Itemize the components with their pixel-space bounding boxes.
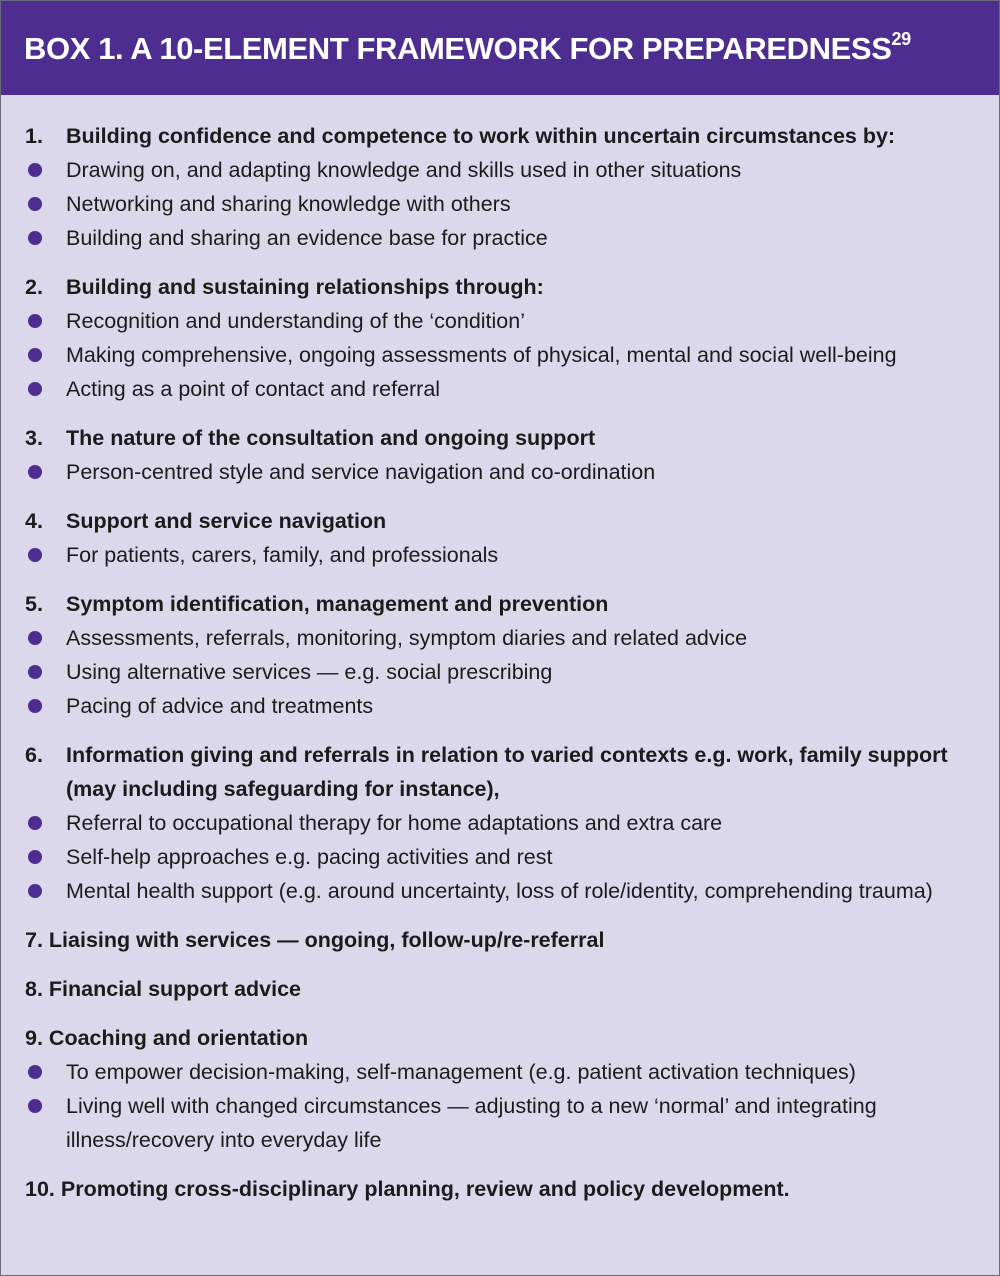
element-heading — [25, 504, 975, 538]
framework-list — [1, 95, 999, 1206]
element-heading-text — [25, 972, 301, 1006]
bullet-dot-icon — [28, 163, 42, 177]
list-item-text: Networking and sharing knowledge with others — [66, 192, 511, 216]
element-number: 6. — [25, 743, 43, 767]
element-title: Promoting cross-disciplinary planning, review and policy development. — [60, 1177, 790, 1201]
list-item — [25, 874, 975, 908]
list-item — [25, 806, 975, 840]
element-heading — [25, 270, 975, 304]
element-heading — [25, 587, 975, 621]
element-heading — [25, 119, 975, 153]
bullet-dot-icon — [28, 314, 42, 328]
list-item — [25, 1089, 975, 1157]
bullet-column — [25, 372, 66, 406]
bullet-column — [25, 874, 66, 908]
bullet-column — [25, 153, 66, 187]
list-item — [25, 621, 975, 655]
bullet-dot-icon — [28, 1065, 42, 1079]
bullet-dot-icon — [28, 850, 42, 864]
bullet-dot-icon — [28, 631, 42, 645]
bullet-column — [25, 689, 66, 723]
framework-element-3 — [25, 421, 975, 489]
list-item-text: Mental health support (e.g. around uncertainty, loss of role/identity, comprehending trauma) — [66, 879, 933, 903]
bullet-dot-icon — [28, 699, 42, 713]
framework-element-7 — [25, 923, 975, 957]
list-item — [25, 153, 975, 187]
list-item — [25, 372, 975, 406]
bullet-column — [25, 538, 66, 572]
element-number: 9. — [25, 1026, 43, 1050]
list-item-text: Recognition and understanding of the ‘condition’ — [66, 309, 525, 333]
bullet-dot-icon — [28, 816, 42, 830]
element-heading — [25, 972, 975, 1006]
bullet-column — [25, 221, 66, 255]
bullet-column — [25, 806, 66, 840]
element-heading-text — [25, 923, 604, 957]
element-heading-text — [25, 1172, 790, 1206]
list-item-text: Building and sharing an evidence base for practice — [66, 226, 548, 250]
list-item-text: Self-help approaches e.g. pacing activities and rest — [66, 845, 553, 869]
bullet-dot-icon — [28, 348, 42, 362]
bullet-column — [25, 655, 66, 689]
list-item-text: Living well with changed circumstances — adjusting to a new ‘normal’ and integrating illness/recovery into everyday life — [66, 1094, 877, 1152]
list-item — [25, 187, 975, 221]
element-heading — [25, 738, 975, 806]
element-title: Liaising with services — ongoing, follow-up/re-referral — [48, 928, 605, 952]
element-number: 3. — [25, 426, 43, 450]
list-item-text: Assessments, referrals, monitoring, symptom diaries and related advice — [66, 626, 748, 650]
list-item-text: Pacing of advice and treatments — [66, 694, 374, 718]
box-header — [1, 1, 999, 95]
list-item-text: Using alternative services — e.g. social prescribing — [66, 660, 553, 684]
list-item — [25, 1055, 975, 1089]
element-heading — [25, 421, 975, 455]
list-item — [25, 221, 975, 255]
bullet-dot-icon — [28, 197, 42, 211]
list-item — [25, 538, 975, 572]
element-heading — [25, 1021, 975, 1055]
bullet-column — [25, 304, 66, 338]
framework-element-6 — [25, 738, 975, 908]
framework-element-1 — [25, 119, 975, 255]
bullet-dot-icon — [28, 1099, 42, 1113]
element-heading — [25, 923, 975, 957]
element-title: Building confidence and competence to work within uncertain circumstances by: — [66, 124, 896, 148]
bullet-dot-icon — [28, 884, 42, 898]
element-title: Building and sustaining relationships through: — [66, 275, 544, 299]
list-item — [25, 689, 975, 723]
framework-element-8 — [25, 972, 975, 1006]
element-heading-text — [25, 1021, 308, 1055]
bullet-dot-icon — [28, 231, 42, 245]
list-item-text: Drawing on, and adapting knowledge and skills used in other situations — [66, 158, 742, 182]
framework-element-2 — [25, 270, 975, 406]
element-title: The nature of the consultation and ongoing support — [66, 426, 596, 450]
bullet-dot-icon — [28, 665, 42, 679]
element-title: Financial support advice — [48, 977, 302, 1001]
bullet-column — [25, 455, 66, 489]
framework-element-5 — [25, 587, 975, 723]
element-heading — [25, 1172, 975, 1206]
bullet-column — [25, 840, 66, 874]
list-item-text: For patients, carers, family, and professionals — [66, 543, 499, 567]
element-number: 7. — [25, 928, 43, 952]
element-number: 10. — [25, 1177, 55, 1201]
citation-superscript: 29 — [891, 29, 911, 49]
element-number: 4. — [25, 509, 43, 533]
list-item — [25, 455, 975, 489]
bullet-dot-icon — [28, 465, 42, 479]
element-number: 5. — [25, 592, 43, 616]
list-item-text: Acting as a point of contact and referral — [66, 377, 441, 401]
list-item-text: To empower decision-making, self-management (e.g. patient activation techniques) — [66, 1060, 856, 1084]
bullet-column — [25, 338, 66, 372]
element-title: Information giving and referrals in relation to varied contexts e.g. work, family support (may including safeguarding for instance), — [66, 743, 948, 801]
list-item-text: Person-centred style and service navigation and co-ordination — [66, 460, 656, 484]
element-number: 1. — [25, 124, 43, 148]
framework-element-9 — [25, 1021, 975, 1157]
element-title: Coaching and orientation — [48, 1026, 309, 1050]
bullet-dot-icon — [28, 382, 42, 396]
list-item — [25, 840, 975, 874]
box-title: BOX 1. A 10-ELEMENT FRAMEWORK FOR PREPAREDNESS$^{29}$ — [24, 29, 911, 66]
framework-element-10 — [25, 1172, 975, 1206]
bullet-column — [25, 187, 66, 221]
element-number: 2. — [25, 275, 43, 299]
list-item-text: Making comprehensive, ongoing assessments of physical, mental and social well-being — [66, 343, 897, 367]
framework-element-4 — [25, 504, 975, 572]
list-item — [25, 655, 975, 689]
element-number: 8. — [25, 977, 43, 1001]
bullet-column — [25, 621, 66, 655]
bullet-column — [25, 1055, 66, 1089]
list-item — [25, 304, 975, 338]
bullet-dot-icon — [28, 548, 42, 562]
element-title: Support and service navigation — [66, 509, 387, 533]
list-item-text: Referral to occupational therapy for home adaptations and extra care — [66, 811, 723, 835]
element-title: Symptom identification, management and prevention — [66, 592, 609, 616]
bullet-column — [25, 1089, 66, 1123]
list-item — [25, 338, 975, 372]
